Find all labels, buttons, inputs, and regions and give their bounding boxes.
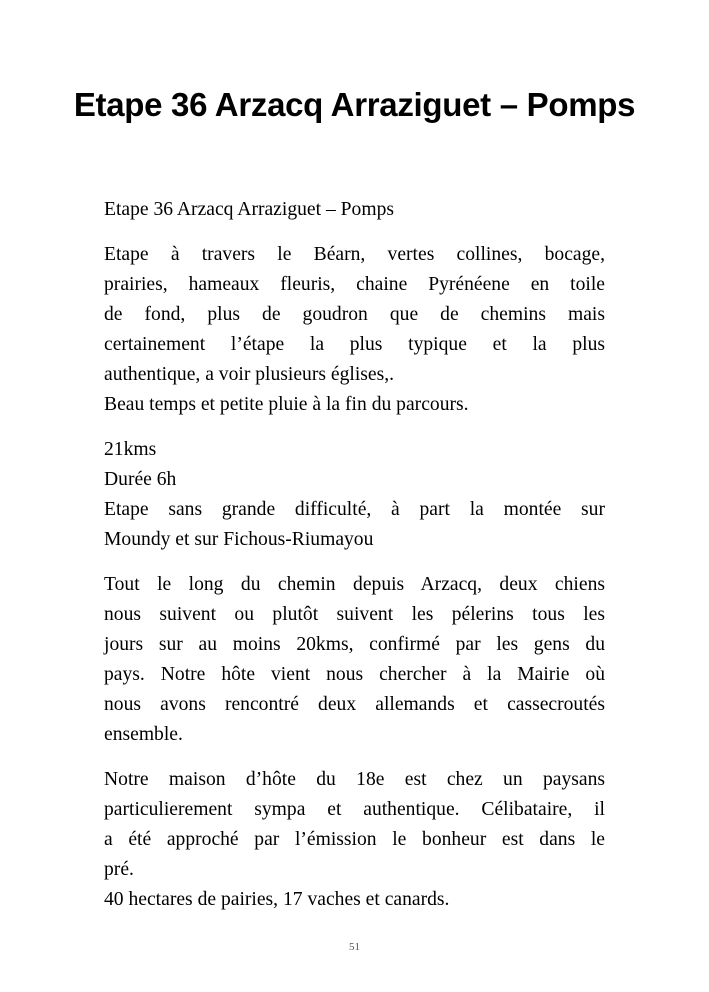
text-line: de fond, plus de goudron que de chemins mais [104,304,605,325]
text-line: Beau temps et petite pluie à la fin du parcours. [104,394,469,415]
text-line: authentique, a voir plusieurs églises,. [104,364,395,385]
page-body [104,195,605,930]
text-line: Etape à travers le Béarn, vertes collines, bocage, [104,244,605,265]
text-line: nous suivent ou plutôt suivent les pélerins tous les [104,604,605,625]
text-line: Notre maison d’hôte du 18e est chez un paysans [104,769,605,790]
text-line: nous avons rencontré deux allemands et cassecroutés [104,694,605,715]
text-line: Moundy et sur Fichous-Riumayou [104,529,374,550]
text-line: prairies, hameaux fleuris, chaine Pyrénéene en toile [104,274,605,295]
text-line: Etape sans grande difficulté, à part la montée sur [104,499,605,520]
text-line: Tout le long du chemin depuis Arzacq, deux chiens [104,574,605,595]
text-line: jours sur au moins 20kms, confirmé par les gens du [104,634,605,655]
page-number: 51 [349,941,360,953]
paragraph-host [104,765,605,915]
text-line: pays. Notre hôte vient nous chercher à la Mairie où [104,664,605,685]
paragraph-subtitle: Etape 36 Arzacq Arraziguet – Pomps [104,199,395,220]
text-line: ensemble. [104,724,183,745]
distance-text: 21kms [104,439,157,460]
duration-text: Durée 6h [104,469,177,490]
paragraph-stats [104,435,605,555]
text-line: 40 hectares de pairies, 17 vaches et canards. [104,889,450,910]
page-title: Etape 36 Arzacq Arraziguet – Pomps [73,86,636,123]
text-line: pré. [104,859,134,880]
paragraph-description [104,240,605,420]
text-line: particulierement sympa et authentique. Célibataire, il [104,799,605,820]
text-line: a été approché par l’émission le bonheur est dans le [104,829,605,850]
paragraph-dogs [104,570,605,750]
text-line: certainement l’étape la plus typique et la plus [104,334,605,355]
